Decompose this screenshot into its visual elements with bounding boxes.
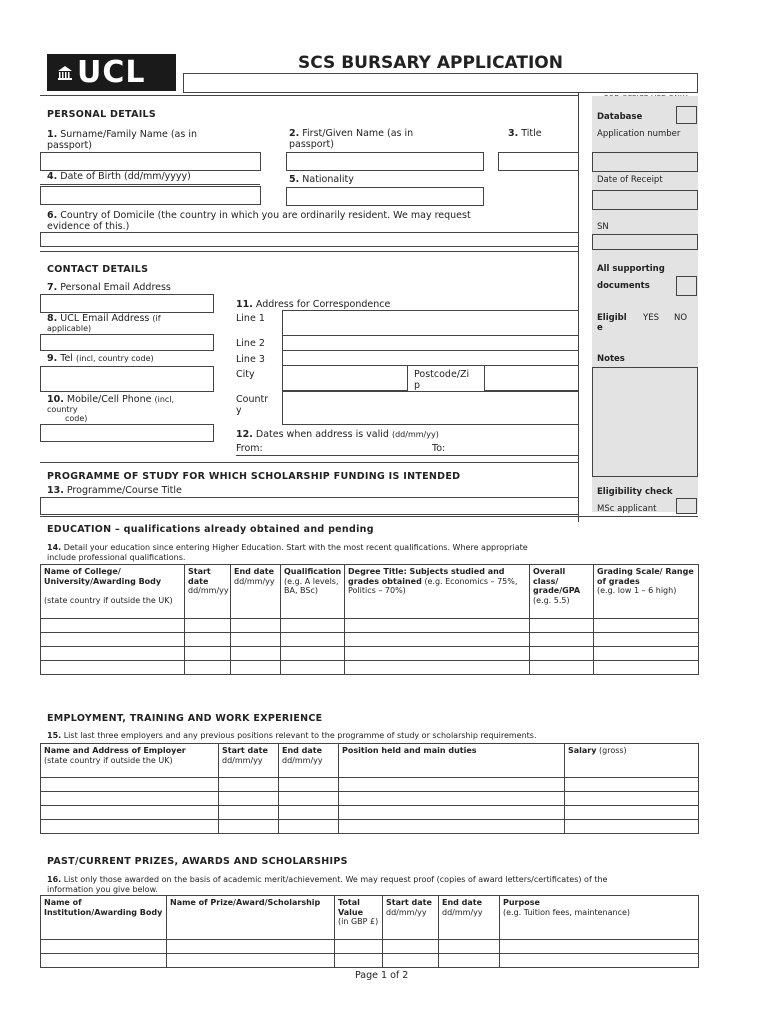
office-database: Database	[597, 112, 643, 122]
personal-heading: PERSONAL DETAILS	[47, 109, 157, 120]
line3-label: Line 3	[236, 354, 265, 365]
page-number: Page 1 of 2	[355, 970, 409, 981]
address-label: 11. Address for Correspondence	[236, 299, 391, 310]
office-app-number: Application number	[597, 129, 681, 139]
nationality-label: 5. Nationality	[289, 174, 354, 185]
logo-text: UCL	[77, 55, 146, 90]
employment-heading: EMPLOYMENT, TRAINING AND WORK EXPERIENCE	[47, 713, 323, 724]
office-eligibility-check: Eligibility check	[597, 487, 673, 497]
country-label: Countr	[236, 394, 269, 405]
prizes-intro: 16. List only those awarded on the basis of academic merit/achievement. We may request proof (copies of award letters/certificates) of the	[47, 875, 608, 884]
ucl-email-input[interactable]	[40, 334, 214, 351]
office-notes-box[interactable]	[592, 367, 698, 477]
firstname-label: 2. First/Given Name (as in	[289, 128, 414, 139]
line2-input[interactable]	[282, 335, 579, 351]
ucl-logo	[47, 54, 176, 91]
office-all-supporting: All supporting	[597, 264, 665, 274]
prizes-heading: PAST/CURRENT PRIZES, AWARDS AND SCHOLARSHIPS	[47, 856, 348, 867]
postcode-input[interactable]	[484, 365, 579, 391]
firstname-label-2: passport)	[289, 139, 334, 150]
office-no[interactable]: NO	[674, 313, 688, 323]
table-row[interactable]	[41, 820, 699, 834]
table-row[interactable]	[41, 619, 699, 633]
postcode-label: Postcode/Zi	[414, 369, 470, 380]
table-row[interactable]	[41, 940, 699, 954]
table-header-row: Name and Address of Employer (state country if outside the UK) Start date dd/mm/yy End date dd/mm/yy Position held and main duties Salary (gross)	[41, 744, 699, 778]
prizes-intro-2: information you give below.	[47, 885, 158, 894]
title-label: 3. Title	[508, 128, 542, 139]
employment-table	[40, 743, 699, 834]
table-row[interactable]	[41, 633, 699, 647]
mobile-label-3: code)	[65, 414, 88, 423]
dob-input[interactable]	[40, 186, 261, 205]
office-database-box[interactable]	[676, 106, 697, 124]
title-underline-box	[183, 73, 698, 93]
table-row[interactable]	[41, 806, 699, 820]
office-notes: Notes	[597, 354, 625, 364]
nationality-input[interactable]	[286, 187, 484, 206]
table-row[interactable]	[41, 954, 699, 968]
from-label: From:	[236, 443, 263, 454]
table-row[interactable]	[41, 647, 699, 661]
email-label: 7. Personal Email Address	[47, 282, 171, 293]
prizes-table	[40, 895, 699, 968]
table-row[interactable]	[41, 661, 699, 675]
office-documents: documents	[597, 281, 650, 291]
country-input[interactable]	[282, 391, 579, 425]
table-header-row: Name of College/ University/Awarding Body (state country if outside the UK) Start date dd/mm/yy End date dd/mm/yy Qualification (e.g. A levels, BA, BSc) Degree Title: Subjects studied and grades obtained (e.g. Economics – 75%, Politics – 70%) Overall class/ grade/GPA (e.g. 5.5) Grading Scale/ Range of grades (e.g. low 1 – 6 high)	[41, 565, 699, 619]
programme-label: 13. Programme/Course Title	[47, 485, 182, 496]
to-label: To:	[432, 443, 446, 454]
email-input[interactable]	[40, 294, 214, 313]
table-row[interactable]	[41, 778, 699, 792]
office-msc-box[interactable]	[676, 498, 697, 514]
line1-label: Line 1	[236, 313, 265, 324]
table-header-row: Name of Institution/Awarding Body Name of Prize/Award/Scholarship Total Value (in GBP £) Start date dd/mm/yy End date dd/mm/yy Purpose (e.g. Tuition fees, maintenance)	[41, 896, 699, 940]
domicile-label: 6. Country of Domicile (the country in which you are ordinarily resident. We may request	[47, 210, 471, 221]
office-msc: MSc applicant	[597, 504, 657, 514]
portico-icon	[57, 65, 73, 79]
education-intro: 14. Detail your education since entering Higher Education. Start with the most recent qualifications. Where appropriate	[47, 543, 528, 552]
contact-heading: CONTACT DETAILS	[47, 264, 149, 275]
office-use-panel	[592, 96, 698, 512]
tel-label: 9. Tel (incl, country code)	[47, 353, 154, 364]
city-input[interactable]	[282, 365, 408, 391]
page-title: SCS BURSARY APPLICATION	[298, 53, 563, 73]
employment-intro: 15. List last three employers and any previous positions relevant to the programme of study or scholarship requirements.	[47, 731, 537, 740]
office-eligible: Eligibl	[597, 313, 627, 323]
line1-input[interactable]	[282, 310, 579, 336]
office-date-receipt: Date of Receipt	[597, 175, 663, 185]
office-app-number-box[interactable]	[592, 152, 698, 172]
office-date-receipt-box[interactable]	[592, 190, 698, 210]
programme-heading: PROGRAMME OF STUDY FOR WHICH SCHOLARSHIP FUNDING IS INTENDED	[47, 471, 461, 482]
line2-label: Line 2	[236, 338, 265, 349]
country-label-2: y	[236, 405, 242, 416]
office-sn: SN	[597, 222, 609, 232]
surname-label-2: passport)	[47, 140, 92, 151]
tel-input[interactable]	[40, 366, 214, 392]
office-sn-box[interactable]	[592, 234, 698, 250]
city-label: City	[236, 369, 255, 380]
office-eligible-e: e	[597, 323, 603, 333]
ucl-email-label-2: applicable)	[47, 324, 92, 333]
mobile-input[interactable]	[40, 424, 214, 442]
programme-input[interactable]	[40, 497, 579, 515]
office-documents-box[interactable]	[676, 276, 697, 296]
line3-input[interactable]	[282, 350, 579, 366]
surname-label: 1. Surname/Family Name (as in	[47, 129, 197, 140]
title-input[interactable]	[498, 152, 579, 171]
postcode-label-2: p	[414, 380, 421, 391]
surname-input[interactable]	[40, 152, 261, 171]
dates-label: 12. Dates when address is valid (dd/mm/yy)	[236, 429, 439, 440]
education-heading: EDUCATION – qualifications already obtained and pending	[47, 524, 374, 535]
domicile-label-2: evidence of this.)	[47, 221, 130, 232]
education-table	[40, 564, 699, 675]
mobile-label-2: country	[47, 405, 78, 414]
office-yes[interactable]: YES	[643, 313, 659, 323]
education-intro-2: include professional qualifications.	[47, 553, 186, 562]
firstname-input[interactable]	[286, 152, 484, 171]
mobile-label: 10. Mobile/Cell Phone (incl,	[47, 394, 175, 405]
domicile-input[interactable]	[40, 232, 579, 247]
ucl-email-label: 8. UCL Email Address (if	[47, 313, 161, 324]
dob-label: 4. Date of Birth (dd/mm/yyyy)	[47, 171, 191, 182]
table-row[interactable]	[41, 792, 699, 806]
